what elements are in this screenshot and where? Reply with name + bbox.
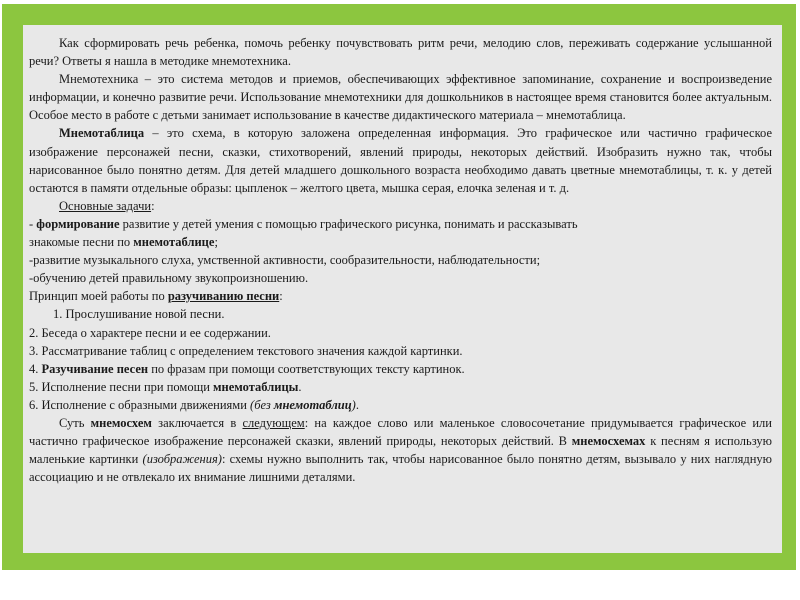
task-3: -обучению детей правильному звукопроизношению.: [29, 271, 309, 286]
tasks-heading: Основные задачи:: [59, 198, 155, 213]
step-6: 6. Исполнение с образными движениями (без мнемотаблиц).: [29, 397, 359, 412]
text-panel: [23, 25, 782, 553]
principle-line: Принцип моей работы по разучиванию песни:: [29, 289, 283, 304]
step-2: 2. Беседа о характере песни и ее содержании.: [29, 325, 271, 340]
term-mnemotable: Мнемотаблица: [59, 126, 145, 141]
task-1-continued: знакомые песни по мнемотаблице;: [29, 235, 218, 250]
step-3: 3. Рассматривание таблиц с определением текстового значения каждой картинки.: [29, 343, 463, 358]
task-1: - формирование развитие у детей умения с помощью графического рисунка, понимать и рассказывать: [29, 216, 578, 231]
green-frame: [2, 4, 796, 570]
task-2: -развитие музыкального слуха, умственной активности, сообразительности, наблюдательности;: [29, 253, 541, 268]
paragraph-intro: Как сформировать речь ребенка, помочь ребенку почувствовать ритм речи, мелодию слов, переживать содержание услышанной речи? Ответы я нашла в методике мнемотехника.: [29, 36, 772, 69]
paragraph-mnemotechnics: Мнемотехника – это система методов и приемов, обеспечивающих эффективное запоминание, сохранение и воспроизведение информации, и конечно развитие речи. Использование мнемотехники для дошкольников в настоящее время становится более актуальным. Особое место в работе с детьми занимает использование в качестве дидактического материала – мнемотаблица.: [29, 72, 772, 123]
step-1: 1. Прослушивание новой песни.: [53, 307, 225, 322]
step-4: 4. Разучивание песен по фразам при помощи соответствующих тексту картинок.: [29, 361, 465, 376]
step-5: 5. Исполнение песни при помощи мнемотаблицы.: [29, 379, 302, 394]
paragraph-mnemotable: Мнемотаблица – это схема, в которую заложена определенная информация. Это графическое или частично графическое изображение персонажей песни, сказки, стихотворений, явлений природы, некоторых действий. Изобразить нужно так, чтобы нарисованное было понятно детям. Для детей младшего дошкольного возраста необходимо давать цветные мнемотаблицы, т. к. у детей остаются в памяти отдельные образы: цыпленок – желтого цвета, мышка серая, елочка зеленая и т. д.: [29, 126, 772, 195]
paragraph-mnemoscheme: Суть мнемосхем заключается в следующем: на каждое слово или маленькое словосочетание придумывается графическое или частично графическое изображение персонажей сказки, явлений природы, некоторых действий. В мнемосхемах к песням я использую маленькие картинки (изображения): схемы нужно выполнить так, чтобы нарисованное было понятно детям, вызывало у них наглядную ассоциацию и не отвлекало их внимание лишними деталями.: [29, 415, 773, 485]
